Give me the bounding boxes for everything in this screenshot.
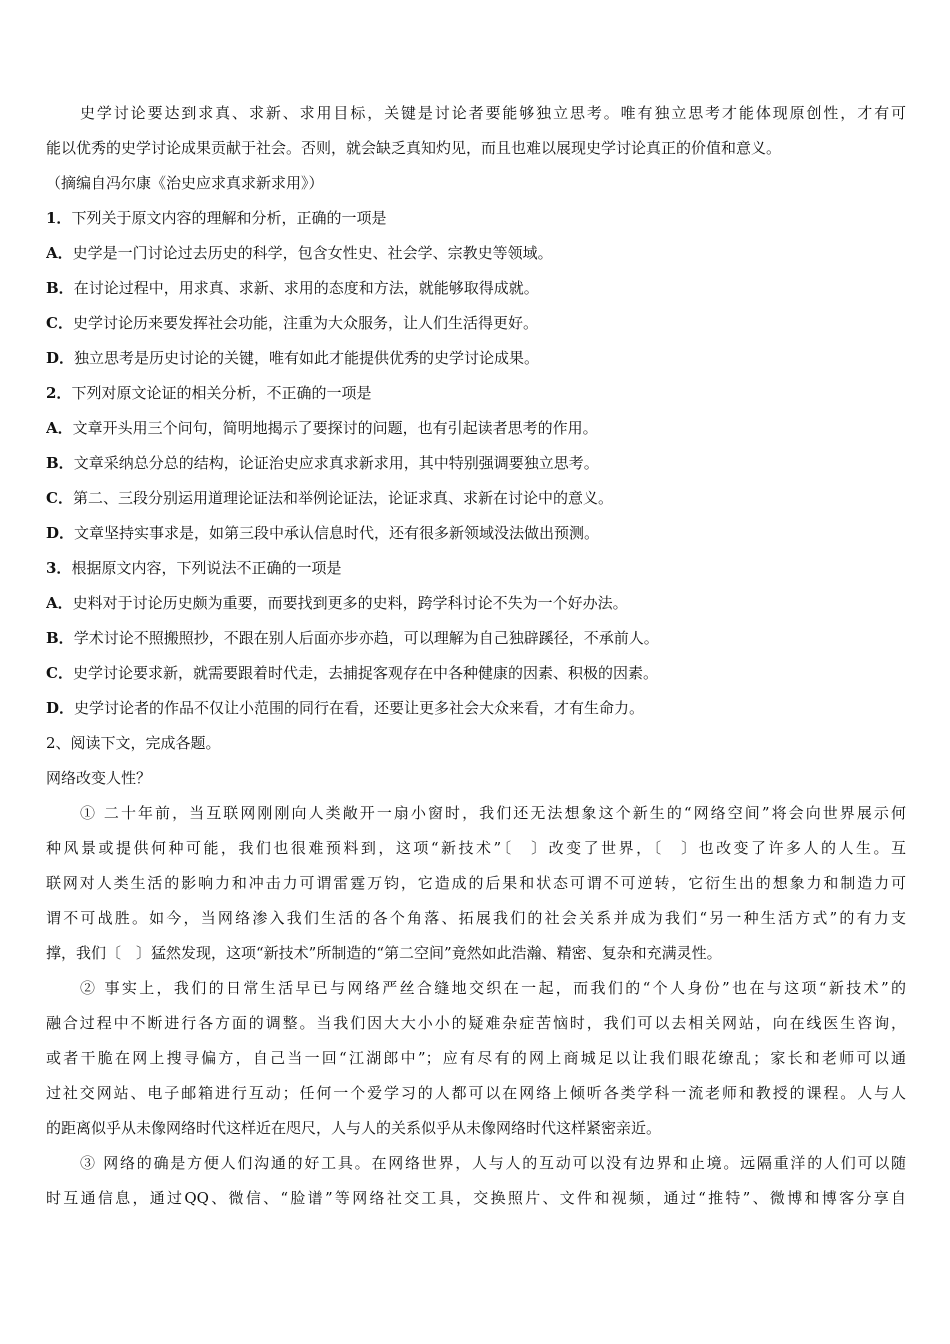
question-number: 1． xyxy=(46,209,72,227)
question-2-stem xyxy=(46,376,906,411)
option-letter: B． xyxy=(46,279,74,297)
option-letter: B． xyxy=(46,629,74,647)
option-letter: D． xyxy=(46,349,75,367)
option-text: 独立思考是历史讨论的关键，唯有如此才能提供优秀的史学讨论成果。 xyxy=(74,349,540,367)
question-number: 3． xyxy=(46,559,72,577)
option-letter: D． xyxy=(46,699,75,717)
question-2-option-c xyxy=(46,481,906,516)
article-line: 谓不可战胜。如今，当网络渗入我们生活的各个角落、拓展我们的社会关系并成为我们“另一种生活方式”的有力支 xyxy=(46,909,906,927)
article-line: ③ 网络的确是方便人们沟通的好工具。在网络世界，人与人的互动可以没有边界和止境。远隔重洋的人们可以随 xyxy=(80,1154,906,1172)
question-number: 2． xyxy=(46,384,72,402)
option-text: 在讨论过程中，用求真、求新、求用的态度和方法，就能够取得成就。 xyxy=(73,279,539,297)
question-1-option-b xyxy=(46,271,906,306)
question-text: 下列关于原文内容的理解和分析，正确的一项是 xyxy=(71,209,387,227)
option-letter: B． xyxy=(46,454,74,472)
option-letter: C． xyxy=(46,489,73,507)
option-letter: C． xyxy=(46,314,73,332)
intro-paragraph-line: 史学讨论要达到求真、求新、求用目标，关键是讨论者要能够独立思考。唯有独立思考才能体现原创性，才有可 xyxy=(80,104,906,122)
article-line: ② 事实上，我们的日常生活早已与网络严丝合缝地交织在一起，而我们的“个人身份”也在与这项“新技术”的 xyxy=(80,979,906,997)
question-1-option-c xyxy=(46,306,906,341)
question-2-option-b xyxy=(46,446,906,481)
option-letter: A． xyxy=(46,419,73,437)
article-line: 时互通信息，通过QQ、微信、“脸谱”等网络社交工具，交换照片、文件和视频，通过“推特”、微博和博客分享自 xyxy=(46,1189,906,1207)
option-text: 文章开头用三个问句，简明地揭示了要探讨的问题，也有引起读者思考的作用。 xyxy=(72,419,598,437)
article-title: 网络改变人性？ xyxy=(46,769,152,787)
article-line: 的距离似乎从未像网络时代这样近在咫尺，人与人的关系似乎从未像网络时代这样紧密亲近。 xyxy=(46,1119,662,1137)
question-3-option-d xyxy=(46,691,906,726)
article-line: 撑，我们〔 〕猛然发现，这项“新技术”所制造的“第二空间”竟然如此浩瀚、精密、复杂和充满灵性。 xyxy=(46,944,722,962)
option-letter: D． xyxy=(46,524,75,542)
question-1-option-d xyxy=(46,341,906,376)
question-2-option-d xyxy=(46,516,906,551)
option-text: 史学讨论要求新，就需要跟着时代走，去捕捉客观存在中各种健康的因素、积极的因素。 xyxy=(72,664,658,682)
question-3-stem xyxy=(46,551,906,586)
question-text: 下列对原文论证的相关分析，不正确的一项是 xyxy=(71,384,372,402)
question-3-option-c xyxy=(46,656,906,691)
source-note: （摘编自冯尔康《治史应求真求新求用》） xyxy=(46,174,324,192)
option-letter: A． xyxy=(46,594,73,612)
option-letter: C． xyxy=(46,664,73,682)
option-text: 文章采纳总分总的结构，论证治史应求真求新求用，其中特别强调要独立思考。 xyxy=(73,454,599,472)
option-letter: A． xyxy=(46,244,73,262)
question-1-option-a xyxy=(46,236,906,271)
intro-paragraph-line: 能以优秀的史学讨论成果贡献于社会。否则，就会缺乏真知灼见，而且也难以展现史学讨论真正的价值和意义。 xyxy=(46,139,782,157)
article-line: 融合过程中不断进行各方面的调整。当我们因大大小小的疑难杂症苦恼时，我们可以去相关网站，向在线医生咨询， xyxy=(46,1014,906,1032)
document-page xyxy=(46,96,906,1216)
question-2-option-a xyxy=(46,411,906,446)
article-line: ① 二十年前，当互联网刚刚向人类敞开一扇小窗时，我们还无法想象这个新生的“网络空间”将会向世界展示何 xyxy=(80,804,906,822)
question-1-stem xyxy=(46,201,906,236)
question-text: 根据原文内容，下列说法不正确的一项是 xyxy=(71,559,342,577)
option-text: 史学讨论者的作品不仅让小范围的同行在看，还要让更多社会大众来看，才有生命力。 xyxy=(74,699,645,717)
question-3-option-b xyxy=(46,621,906,656)
option-text: 史料对于讨论历史颇为重要，而要找到更多的史料，跨学科讨论不失为一个好办法。 xyxy=(72,594,628,612)
option-text: 史学讨论历来要发挥社会功能，注重为大众服务，让人们生活得更好。 xyxy=(72,314,538,332)
option-text: 史学是一门讨论过去历史的科学，包含女性史、社会学、宗教史等领域。 xyxy=(72,244,553,262)
article-line: 种风景或提供何种可能，我们也很难预料到，这项“新技术”〔 〕改变了世界，〔 〕也改变了许多人的人生。互 xyxy=(46,839,906,857)
article-line: 或者干脆在网上搜寻偏方，自己当一回“江湖郎中”；应有尽有的网上商城足以让我们眼花缭乱；家长和老师可以通 xyxy=(46,1049,906,1067)
option-text: 学术讨论不照搬照抄，不跟在别人后面亦步亦趋，可以理解为自己独辟蹊径，不承前人。 xyxy=(73,629,659,647)
option-text: 文章坚持实事求是，如第三段中承认信息时代，还有很多新领域没法做出预测。 xyxy=(74,524,600,542)
option-text: 第二、三段分别运用道理论证法和举例论证法，论证求真、求新在讨论中的意义。 xyxy=(72,489,613,507)
article-line: 过社交网站、电子邮箱进行互动；任何一个爱学习的人都可以在网络上倾听各类学科一流老师和教授的课程。人与人 xyxy=(46,1084,906,1102)
question-3-option-a xyxy=(46,586,906,621)
section-heading: 2、阅读下文，完成各题。 xyxy=(46,734,221,752)
article-line: 联网对人类生活的影响力和冲击力可谓雷霆万钧，它造成的后果和状态可谓不可逆转，它衍生出的想象力和制造力可 xyxy=(46,874,906,892)
